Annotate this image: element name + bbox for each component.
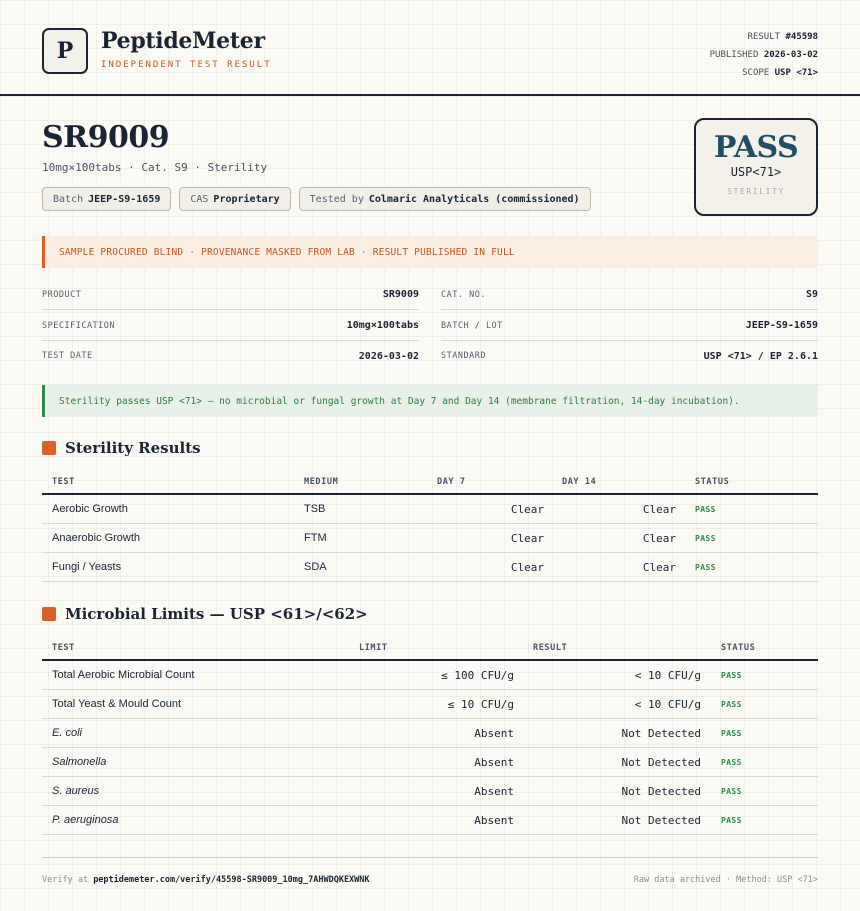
detail-label: STANDARD [441, 351, 486, 361]
product-chips [42, 187, 591, 211]
column-header: STATUS [721, 643, 756, 653]
table-row [42, 719, 818, 748]
product-subtitle: 10mg×100tabs · Cat. S9 · Sterility [42, 161, 268, 174]
brand-tagline: INDEPENDENT TEST RESULT [101, 60, 272, 70]
result: < 10 CFU/g [634, 698, 701, 711]
report-header [0, 0, 860, 96]
status-badge: PASS [721, 787, 742, 796]
test-name: S. aureus [52, 785, 100, 797]
detail-test-date [42, 341, 419, 371]
detail-value: JEEP-S9-1659 [745, 320, 818, 331]
published-date: PUBLISHED 2026-03-02 [709, 50, 818, 60]
table-row [42, 524, 818, 553]
day7-result: Clear [510, 561, 544, 574]
test-name: Total Aerobic Microbial Count [52, 669, 195, 681]
report-meta [710, 28, 818, 82]
section-marker-icon [42, 441, 56, 455]
detail-label: CAT. NO. [441, 289, 486, 300]
result-id: RESULT #45598 [747, 32, 818, 42]
lab-chip: Tested by Colmaric Analyticals (commissioned) [299, 187, 591, 211]
limit: Absent [474, 814, 514, 827]
detail-product [42, 280, 419, 310]
column-header: TEST [52, 643, 75, 653]
test-name: Total Yeast & Mould Count [52, 698, 182, 710]
status-badge: PASS [721, 671, 742, 680]
status-badge: PASS [695, 505, 716, 514]
verdict-standard: USP<71> [730, 165, 782, 179]
detail-value: 10mg×100tabs [346, 320, 419, 331]
limit: ≤ 100 CFU/g [441, 669, 514, 682]
batch-chip: Batch JEEP-S9-1659 [42, 187, 171, 211]
status-badge: PASS [721, 729, 742, 738]
status-badge: PASS [695, 563, 716, 572]
test-name: E. coli [52, 727, 82, 739]
cas-chip: CAS Proprietary [179, 187, 290, 211]
section-title: Microbial Limits — USP <61>/<62> [65, 605, 368, 623]
test-name: P. aeruginosa [52, 814, 119, 826]
column-header: MEDIUM [304, 477, 339, 487]
medium: TSB [304, 503, 326, 515]
detail-label: PRODUCT [42, 289, 82, 300]
sterility-section-header [42, 439, 201, 457]
column-header: RESULT [533, 643, 568, 653]
test-name: Fungi / Yeasts [52, 561, 122, 573]
column-header: DAY 14 [562, 477, 597, 487]
product-title: SR9009 [42, 120, 170, 155]
detail-cat-no [441, 280, 818, 310]
column-header: DAY 7 [437, 477, 466, 487]
limit: Absent [474, 727, 514, 740]
limit: ≤ 10 CFU/g [447, 698, 514, 711]
sterility-table [42, 467, 818, 582]
table-row [42, 553, 818, 582]
test-name: Salmonella [52, 756, 107, 768]
verdict-scope: STERILITY [727, 187, 785, 196]
day14-result: Clear [642, 561, 676, 574]
section-marker-icon [42, 607, 56, 621]
result: < 10 CFU/g [634, 669, 701, 682]
detail-label: SPECIFICATION [42, 320, 116, 331]
detail-batch-lot [441, 311, 818, 341]
table-row [42, 690, 818, 719]
detail-value: USP <71> / EP 2.6.1 [703, 350, 818, 362]
table-row [42, 495, 818, 524]
microbial-table [42, 633, 818, 835]
table-row [42, 806, 818, 835]
table-header [42, 633, 818, 661]
status-badge: PASS [695, 534, 716, 543]
result: Not Detected [621, 756, 701, 769]
result: Not Detected [621, 814, 701, 827]
report-footer [42, 857, 818, 901]
archive-note: Raw data archived · Method: USP <71> [633, 875, 818, 885]
test-name: Aerobic Growth [52, 503, 128, 515]
section-title: Sterility Results [65, 439, 201, 457]
detail-label: BATCH / LOT [441, 320, 503, 331]
detail-standard [441, 341, 818, 371]
table-row [42, 748, 818, 777]
table-row [42, 777, 818, 806]
limit: Absent [474, 756, 514, 769]
test-name: Anaerobic Growth [52, 532, 141, 544]
day7-result: Clear [510, 532, 544, 545]
microbial-section-header [42, 605, 368, 623]
verify-line: Verify at peptidemeter.com/verify/45598-SR9009_10mg_7AHWDQKEXWNK [42, 875, 370, 885]
blind-notice: SAMPLE PROCURED BLIND · PROVENANCE MASKED FROM LAB · RESULT PUBLISHED IN FULL [42, 236, 818, 268]
day14-result: Clear [642, 532, 676, 545]
detail-value: SR9009 [382, 289, 419, 300]
column-header: LIMIT [359, 643, 388, 653]
medium: FTM [304, 532, 327, 544]
column-header: STATUS [695, 477, 730, 487]
table-header [42, 467, 818, 495]
report-scope: SCOPE USP <71> [742, 68, 818, 78]
limit: Absent [474, 785, 514, 798]
verify-link[interactable]: peptidemeter.com/verify/45598-SR9009_10mg_7AHWDQKEXWNK [93, 875, 370, 885]
detail-value: S9 [805, 289, 818, 300]
column-header: TEST [52, 477, 75, 487]
brand-name: PeptideMeter [101, 28, 265, 54]
day14-result: Clear [642, 503, 676, 516]
status-badge: PASS [721, 758, 742, 767]
verdict-card [694, 118, 818, 216]
verdict-word: PASS [713, 130, 799, 165]
result-summary: Sterility passes USP <71> — no microbial or fungal growth at Day 7 and Day 14 (membrane filtration, 14-day incubation). [42, 385, 818, 417]
day7-result: Clear [510, 503, 544, 516]
detail-label: TEST DATE [42, 351, 93, 361]
result: Not Detected [621, 727, 701, 740]
detail-specification [42, 311, 419, 341]
medium: SDA [304, 561, 327, 573]
status-badge: PASS [721, 816, 742, 825]
result: Not Detected [621, 785, 701, 798]
table-row [42, 661, 818, 690]
status-badge: PASS [721, 700, 742, 709]
detail-value: 2026-03-02 [358, 350, 419, 362]
logo-icon: P [42, 28, 88, 74]
